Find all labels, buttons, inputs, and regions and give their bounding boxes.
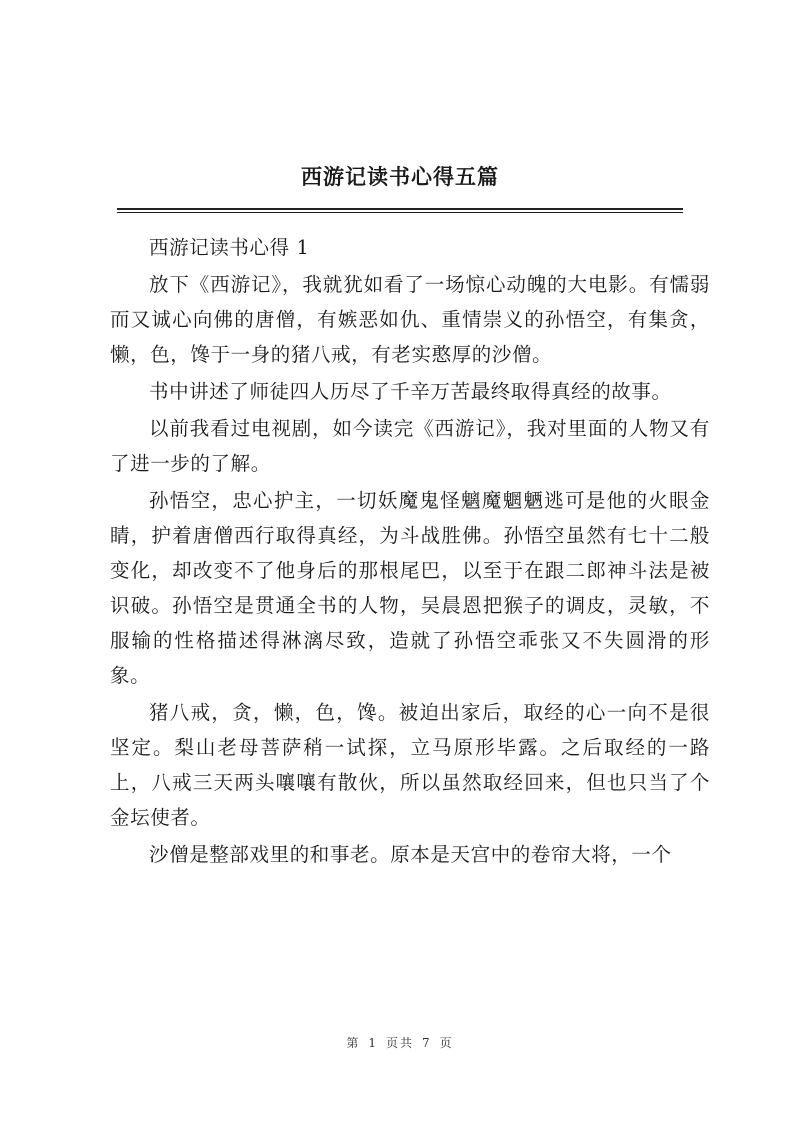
- footer-prefix: 第: [346, 1036, 361, 1050]
- paragraph: 孙悟空，忠心护主，一切妖魔鬼怪魑魔魍魉逃可是他的火眼金睛，护着唐僧西行取得真经，为斗战胜佛。孙悟空虽然有七十二般变化，却改变不了他身后的那根尾巴，以至于在跟二郎神斗法是被识破。孙悟空是贯通全书的人物，吴晨恩把猴子的调皮，灵敏，不服输的性格描述得淋漓尽致，造就了孙悟空乖张又不失圆滑的形象。: [110, 489, 710, 687]
- paragraph: 猪八戒，贪，懒，色，馋。被迫出家后，取经的心一向不是很坚定。梨山老母菩萨稍一试探，立马原形毕露。之后取经的一路上，八戒三天两头嚷嚷有散伙，所以虽然取经回来，但也只当了个金坛使者。: [110, 701, 710, 829]
- footer-total-pages: 7: [422, 1036, 432, 1050]
- footer-suffix: 页: [439, 1036, 454, 1050]
- footer-middle: 页共: [385, 1036, 414, 1050]
- section-heading: 西游记读书心得 1: [149, 236, 310, 259]
- paragraph: 以前我看过电视剧，如今读完《西游记》，我对里面的人物又有了进一步的了解。: [110, 417, 710, 475]
- footer-page-number: 1: [368, 1036, 378, 1050]
- document-body: [110, 230, 710, 872]
- page-footer: [0, 1034, 800, 1051]
- paragraph: 书中讲述了师徒四人历尽了千辛万苦最终取得真经的故事。: [149, 380, 672, 403]
- paragraph: 放下《西游记》，我就犹如看了一场惊心动魄的大电影。有懦弱而又诚心向佛的唐僧，有嫉恶如仇、重情崇义的孙悟空，有集贪，懒，色，馋于一身的猪八戒，有老实憨厚的沙僧。: [110, 273, 710, 366]
- page-title: 西游记读书心得五篇: [301, 164, 499, 189]
- title-divider: [117, 208, 683, 213]
- paragraph: 沙僧是整部戏里的和事老。原本是天宫中的卷帘大将，一个: [149, 843, 672, 866]
